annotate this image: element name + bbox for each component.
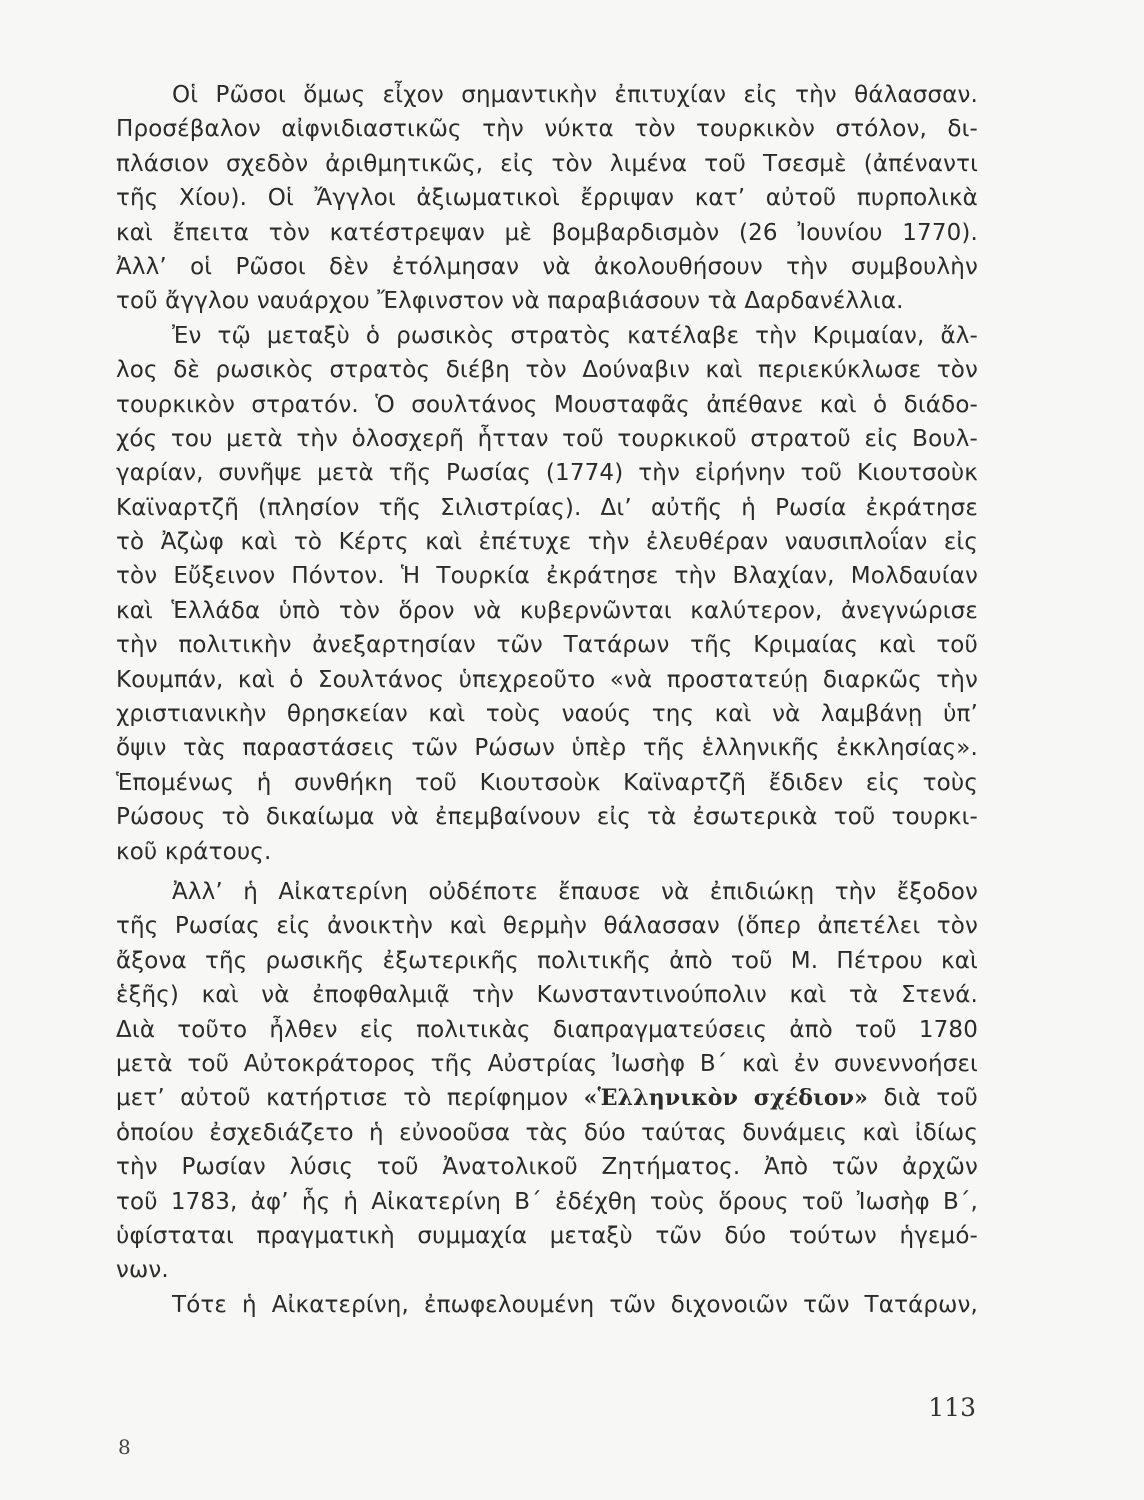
text-line: Ἀλλ’ ἡ Αἰκατερίνη οὐδέποτε ἔπαυσε νὰ ἐπιδιώκῃ τὴν ἔξοδον <box>172 878 978 905</box>
text-line: ὄψιν τὰς παραστάσεις τῶν Ρώσων ὑπὲρ τῆς ἑλληνικῆς ἐκκλησίας». <box>116 735 978 762</box>
text-line: τὴν πολιτικὴν ἀνεξαρτησίαν τῶν Τατάρων τῆς Κριμαίας καὶ τοῦ <box>116 632 978 659</box>
text-line: ἑξῆς) καὶ νὰ ἐποφθαλμιᾷ τὴν Κωνσταντινούπολιν καὶ τὰ Στενά. <box>116 982 978 1009</box>
text-line: Ρώσους τὸ δικαίωμα νὰ ἐπεμβαίνουν εἰς τὰ ἐσωτερικὰ τοῦ τουρκι- <box>116 804 978 831</box>
text-line: Τότε ἡ Αἰκατερίνη, ἐπωφελουμένη τῶν διχονοιῶν τῶν Τατάρων, <box>172 1291 978 1318</box>
text-line: Ἀλλ’ οἱ Ρῶσοι δὲν ἐτόλμησαν νὰ ἀκολουθήσουν τὴν συμβουλὴν <box>116 253 978 280</box>
text-line: Προσέβαλον αἰφνιδιαστικῶς τὴν νύκτα τὸν τουρκικὸν στόλον, δι- <box>116 116 978 143</box>
text-line <box>116 1081 978 1115</box>
page-number: 113 <box>928 1393 976 1422</box>
text-line: ὑφίσταται πραγματικὴ συμμαχία μεταξὺ τῶν δύο τούτων ἡγεμό- <box>116 1222 978 1249</box>
text-span: διὰ τοῦ <box>868 1085 978 1112</box>
text-line: χός του μετὰ τὴν ὁλοσχερῆ ἧτταν τοῦ τουρκικοῦ στρατοῦ εἰς Βουλ- <box>116 425 978 452</box>
text-line: τὸν Εὔξεινον Πόντον. Ἡ Τουρκία ἐκράτησε τὴν Βλαχίαν, Μολδαυίαν <box>116 563 978 590</box>
text-line: χριστιανικὴν θρησκείαν καὶ τοὺς ναούς της καὶ νὰ λαμβάνῃ ὑπ’ <box>116 701 978 728</box>
text-line: γαρίαν, συνῆψε μετὰ τῆς Ρωσίας (1774) τὴν εἰρήνην τοῦ Κιουτσοὺκ <box>116 460 978 487</box>
text-line: Καϊναρτζῆ (πλησίον τῆς Σιλιστρίας). Δι’ αὐτῆς ἡ Ρωσία ἐκράτησε <box>116 494 978 521</box>
text-line: κοῦ κράτους. <box>116 838 272 865</box>
bold-title: «Ἑλληνικὸν σχέδιον» <box>583 1085 869 1112</box>
text-line: ὁποίου ἐσχεδιάζετο ἡ εὐνοοῦσα τὰς δύο ταύτας δυνάμεις καὶ ἰδίως <box>116 1119 978 1146</box>
text-line: λος δὲ ρωσικὸς στρατὸς διέβη τὸν Δούναβιν καὶ περιεκύκλωσε τὸν <box>116 357 978 384</box>
text-line: τῆς Ρωσίας εἰς ἀνοικτὴν καὶ θερμὴν θάλασσαν (ὅπερ ἀπετέλει τὸν <box>116 913 978 940</box>
text-line: Ἑπομένως ἡ συνθήκη τοῦ Κιουτσοὺκ Καϊναρτζῆ ἔδιδεν εἰς τοὺς <box>116 769 978 796</box>
text-line: τὸ Ἀζὼφ καὶ τὸ Κέρτς καὶ ἐπέτυχε τὴν ἐλευθέραν ναυσιπλοΐαν εἰς <box>116 529 978 556</box>
signature-mark: 8 <box>118 1435 131 1459</box>
text-line: ἄξονα τῆς ρωσικῆς ἐξωτερικῆς πολιτικῆς ἀπὸ τοῦ Μ. Πέτρου καὶ <box>116 947 978 974</box>
text-line: καὶ Ἑλλάδα ὑπὸ τὸν ὅρον νὰ κυβερνῶνται καλύτερον, ἀνεγνώρισε <box>116 597 978 624</box>
text-line: τῆς Χίου). Οἱ Ἄγγλοι ἀξιωματικοὶ ἔρριψαν κατ’ αὐτοῦ πυρπολικὰ <box>116 185 978 212</box>
text-line: Διὰ τοῦτο ἦλθεν εἰς πολιτικὰς διαπραγματεύσεις ἀπὸ τοῦ 1780 <box>116 1016 978 1043</box>
text-line: Οἱ Ρῶσοι ὅμως εἶχον σημαντικὴν ἐπιτυχίαν εἰς τὴν θάλασσαν. <box>172 82 978 108</box>
text-line: τοῦ 1783, ἀφ’ ἧς ἡ Αἰκατερίνη Β΄ ἐδέχθη τοὺς ὅρους τοῦ Ἰωσὴφ Β΄, <box>116 1188 978 1215</box>
text-line: νων. <box>116 1257 169 1284</box>
body-text <box>116 78 978 1322</box>
text-line: τὴν Ρωσίαν λύσις τοῦ Ἀνατολικοῦ Ζητήματος. Ἀπὸ τῶν ἀρχῶν <box>116 1154 978 1181</box>
text-line: τουρκικὸν στρατόν. Ὁ σουλτάνος Μουσταφᾶς ἀπέθανε καὶ ὁ διάδο- <box>116 391 978 418</box>
text-span: μετ’ αὐτοῦ κατήρτισε τὸ περίφημον <box>116 1085 584 1112</box>
text-line: τοῦ ἄγγλου ναυάρχου Ἔλφινστον νὰ παραβιάσουν τὰ Δαρδανέλλια. <box>116 288 904 315</box>
text-line: πλάσιον σχεδὸν ἀριθμητικῶς, εἰς τὸν λιμένα τοῦ Τσεσμὲ (ἀπέναντι <box>116 150 978 177</box>
text-line: καὶ ἔπειτα τὸν κατέστρεψαν μὲ βομβαρδισμὸν (26 Ἰουνίου 1770). <box>116 219 978 246</box>
text-line: Κουμπάν, καὶ ὁ Σουλτάνος ὑπεχρεοῦτο «νὰ προστατεύῃ διαρκῶς τὴν <box>116 666 978 693</box>
text-line: μετὰ τοῦ Αὐτοκράτορος τῆς Αὐστρίας Ἰωσὴφ Β΄ καὶ ἐν συνεννοήσει <box>116 1050 978 1077</box>
text-line: Ἐν τῷ μεταξὺ ὁ ρωσικὸς στρατὸς κατέλαβε τὴν Κριμαίαν, ἄλ- <box>172 322 978 349</box>
